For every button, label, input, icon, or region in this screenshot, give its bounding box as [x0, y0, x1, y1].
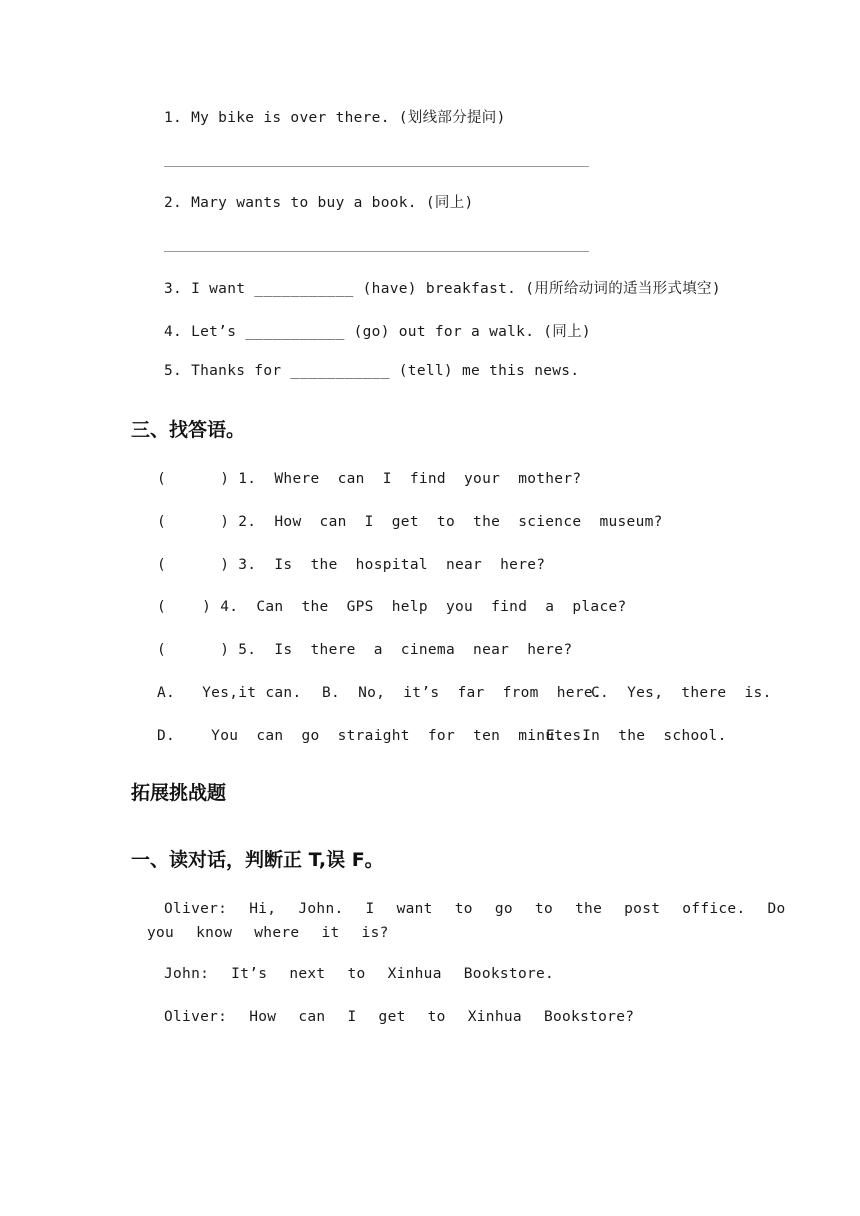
dialog-line-2: John: It’s next to Xinhua Bookstore. [164, 966, 555, 982]
option-d: D. You can go straight for ten minutes. [157, 728, 591, 744]
match-item-3: ( ) 3. Is the hospital near here? [157, 557, 546, 573]
option-b: B. No, it’s far from here. [322, 685, 602, 701]
option-c: C. Yes, there is. [591, 685, 772, 701]
challenge-title: 拓展挑战题 [131, 782, 227, 804]
question-3: 3. I want ___________ (have) breakfast. (用所给动词的适当形式填空) [164, 281, 721, 297]
match-item-2: ( ) 2. How can I get to the science museum? [157, 514, 663, 530]
match-item-1: ( ) 1. Where can I find your mother? [157, 471, 582, 487]
answer-line-1 [164, 166, 589, 167]
question-1: 1. My bike is over there. (划线部分提问) [164, 110, 506, 126]
question-2: 2. Mary wants to buy a book. (同上) [164, 195, 474, 211]
match-item-5: ( ) 5. Is there a cinema near here? [157, 642, 573, 658]
question-4: 4. Let’s ___________ (go) out for a walk. (同上) [164, 324, 591, 340]
question-5: 5. Thanks for ___________ (tell) me this news. [164, 363, 580, 379]
section3-title: 三、找答语。 [131, 419, 246, 441]
dialog-line-1b: you know where it is? [147, 925, 389, 941]
challenge-section1-title: 一、读对话，判断正 T,误 F。 [131, 849, 384, 871]
dialog-line-3: Oliver: How can I get to Xinhua Bookstore? [164, 1009, 635, 1025]
match-item-4: ( ) 4. Can the GPS help you find a place? [157, 599, 627, 615]
dialog-line-1a: Oliver: Hi, John. I want to go to the post office. Do [164, 901, 786, 917]
answer-line-2 [164, 251, 589, 252]
option-a: A. Yes,it can. [157, 685, 302, 701]
option-e: E. In the school. [546, 728, 727, 744]
